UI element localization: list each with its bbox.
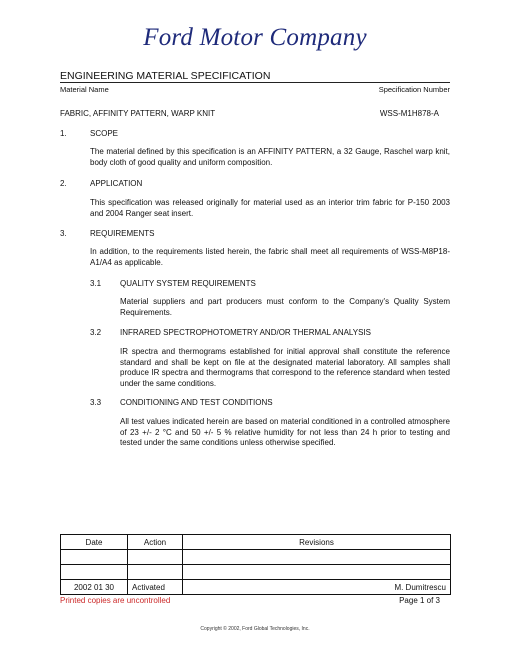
table-row	[61, 580, 451, 595]
action-cell: Activated	[128, 580, 183, 595]
title-divider	[60, 82, 450, 83]
uncontrolled-notice: Printed copies are uncontrolled	[60, 596, 171, 605]
ford-logo: Ford Motor Company	[143, 24, 367, 51]
section-2-body: This specification was released originally for material used as an interior trim fabric for P-150 2003 and 2004 Ranger seat insert.	[90, 198, 450, 218]
document-title: ENGINEERING MATERIAL SPECIFICATION	[60, 70, 271, 82]
section-1-body: The material defined by this specification is an AFFINITY PATTERN, a 32 Gauge, Raschel warp knit, body cloth of good quality and uniform composition.	[90, 147, 450, 167]
revision-cell	[183, 550, 451, 565]
subsection-3-3-title: CONDITIONING AND TEST CONDITIONS	[120, 398, 273, 407]
subsection-3-3-body: All test values indicated herein are based on material conditioned in a controlled atmosphere of 23 +/- 2 °C and 50 +/- 5 % relative humidity for not less than 24 h prior to testing and tested under the same conditions unless otherwise specified.	[120, 417, 450, 447]
revision-cell: M. Dumitrescu	[183, 580, 451, 595]
spec-number: WSS-M1H878-A	[379, 109, 439, 118]
subsection-3-2-title: INFRARED SPECTROPHOTOMETRY AND/OR THERMAL ANALYSIS	[120, 328, 372, 337]
action-cell	[128, 550, 183, 565]
action-header: Action	[128, 535, 183, 550]
section-3-title: REQUIREMENTS	[90, 229, 155, 238]
action-cell	[128, 565, 183, 580]
section-2-title: APPLICATION	[90, 179, 143, 188]
table-row	[61, 565, 451, 580]
date-cell	[61, 565, 128, 580]
subsection-3-3-number: 3.3	[90, 398, 102, 407]
spec-number-label: Specification Number	[378, 85, 450, 94]
section-1-number: 1.	[60, 129, 67, 138]
section-3-number: 3.	[60, 229, 67, 238]
date-cell	[61, 550, 128, 565]
copyright-notice: Copyright © 2002, Ford Global Technologies, Inc.	[200, 626, 310, 632]
material-name: FABRIC, AFFINITY PATTERN, WARP KNIT	[60, 109, 216, 118]
date-cell: 2002 01 30	[61, 580, 128, 595]
section-3-body: In addition, to the requirements listed herein, the fabric shall meet all requirements of WSS-M8P18-A1/A4 as applicable.	[90, 247, 450, 267]
table-row	[61, 550, 451, 565]
subsection-3-2-number: 3.2	[90, 328, 102, 337]
revisions-header: Revisions	[183, 535, 451, 550]
subsection-3-1-number: 3.1	[90, 279, 102, 288]
subsection-3-2-body: IR spectra and thermograms established for initial approval shall constitute the reference standard and shall be kept on file at the designated material laboratory. All samples shall produce IR spectra and thermograms that correspond to the reference standard when tested under the same conditions.	[120, 347, 450, 388]
section-1-title: SCOPE	[90, 129, 119, 138]
subsection-3-1-title: QUALITY SYSTEM REQUIREMENTS	[120, 279, 256, 288]
date-header: Date	[61, 535, 128, 550]
revision-cell	[183, 565, 451, 580]
section-2-number: 2.	[60, 179, 67, 188]
material-name-label: Material Name	[60, 85, 109, 94]
revisions-table	[60, 534, 451, 595]
subsection-3-1-body: Material suppliers and part producers must conform to the Company's Quality System Requirements.	[120, 297, 450, 317]
page-number: Page 1 of 3	[399, 596, 440, 605]
revisions-header-row	[61, 535, 451, 550]
